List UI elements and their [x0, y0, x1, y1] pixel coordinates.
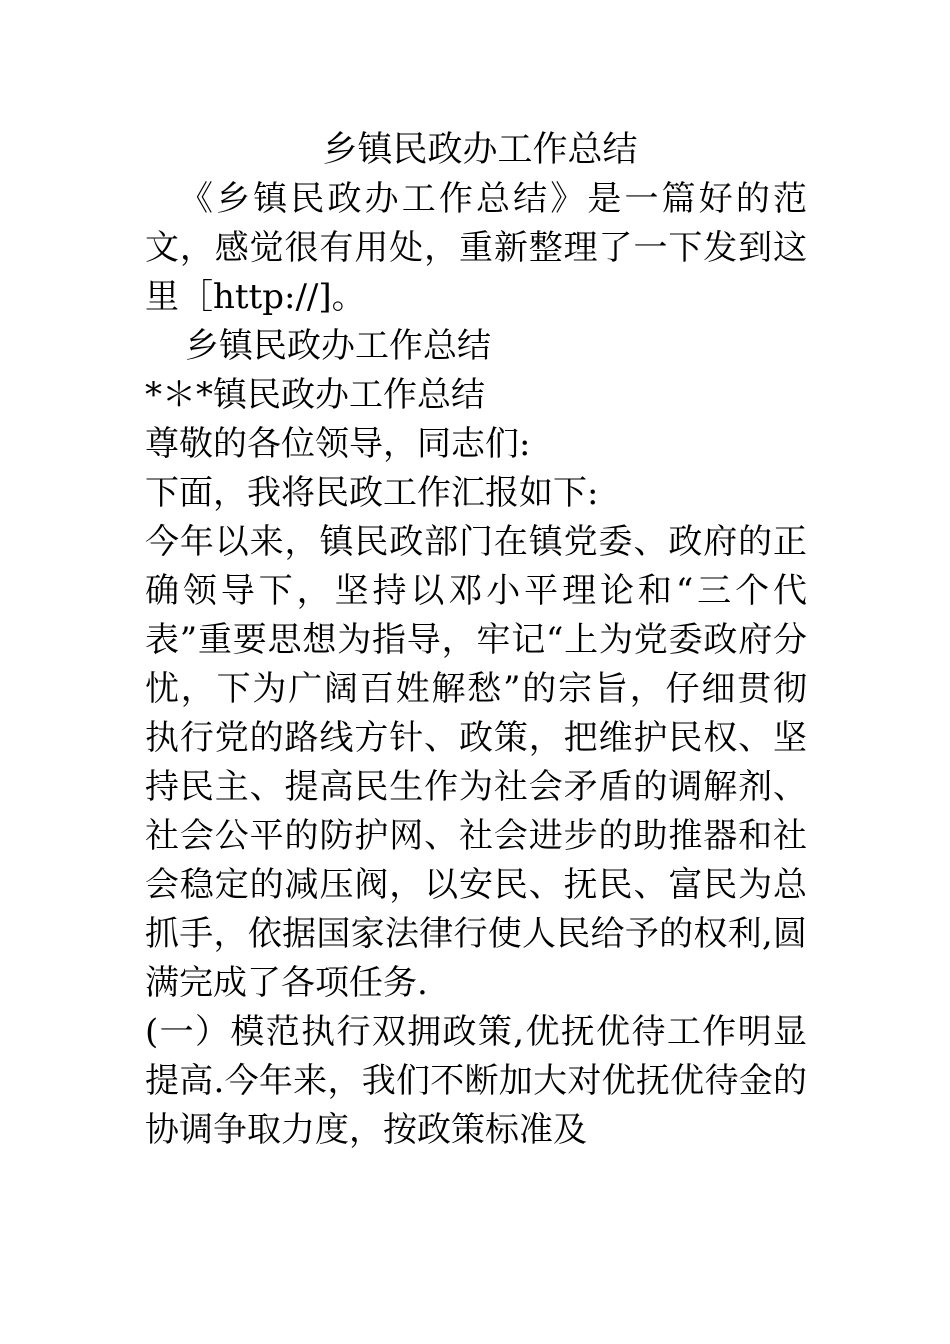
lead-line: 下面，我将民政工作汇报如下:	[145, 473, 599, 513]
intro-paragraph: 《乡镇民政办工作总结》是一篇好的范文，感觉很有用处，重新整理了一下发到这里［http://]。	[145, 179, 807, 317]
subtitle-line: 乡镇民政办工作总结	[185, 326, 491, 366]
greeting-line: 尊敬的各位领导，同志们:	[145, 424, 531, 464]
body-paragraph-2: (一）模范执行双拥政策,优抚优待工作明显提高.今年来，我们不断加大对优抚优待金的协调争取力度，按政策标准及	[145, 1012, 807, 1150]
document-title: 乡镇民政办工作总结	[322, 130, 638, 170]
body-paragraph-1: 今年以来，镇民政部门在镇党委、政府的正确领导下，坚持以邓小平理论和“三个代表”重要思想为指导，牢记“上为党委政府分忧，下为广阔百姓解愁”的宗旨，仔细贯彻执行党的路线方针、政策，把维护民权、坚持民主、提高民生作为社会矛盾的调解剂、社会公平的防护网、社会进步的助推器和社会稳定的减压阀，以安民、抚民、富民为总抓手，依据国家法律行使人民给予的权利,圆满完成了各项任务.	[145, 522, 807, 1003]
section-heading: *＊*镇民政办工作总结	[145, 375, 485, 415]
document-page	[145, 125, 807, 1155]
